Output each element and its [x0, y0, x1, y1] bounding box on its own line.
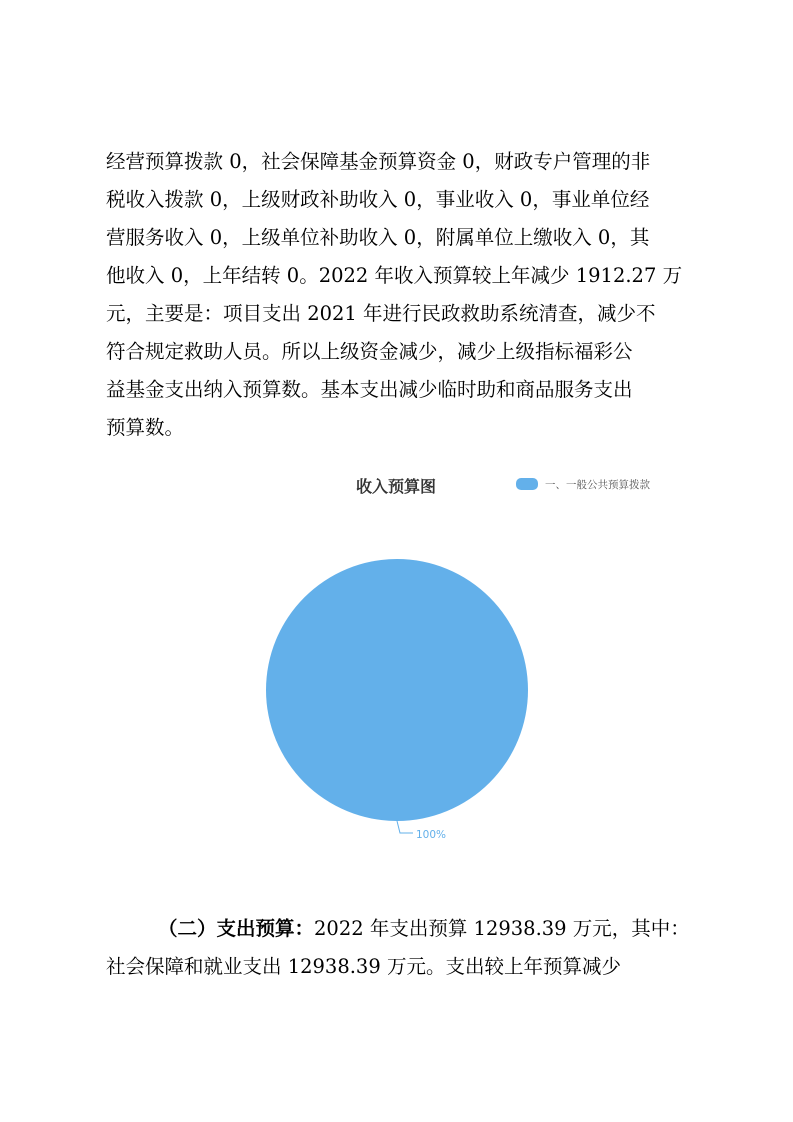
data-label-leader-line: [397, 821, 413, 833]
paragraph-line: 元，主要是：项目支出 2021 年进行民政救助系统清查，减少不: [106, 302, 656, 325]
paragraph-line: 税收入拨款 0，上级财政补助收入 0，事业收入 0，事业单位经: [106, 188, 650, 211]
legend-label: 一、一般公共预算拨款: [545, 479, 650, 491]
section-heading: （二）支出预算：: [158, 917, 315, 940]
paragraph-line: 预算数。: [106, 416, 185, 439]
pie-slices: [266, 559, 528, 821]
expenditure-line-2: 社会保障和就业支出 12938.39 万元。支出较上年预算减少: [106, 955, 621, 978]
paragraph-line: 符合规定救助人员。所以上级资金减少，减少上级指标福彩公: [106, 340, 633, 363]
paragraph-line: 他收入 0，上年结转 0。2022 年收入预算较上年减少 1912.27 万: [106, 264, 683, 287]
pie-slice: [266, 559, 528, 821]
slice-label: 100%: [416, 829, 447, 841]
paragraph-line: 益基金支出纳入预算数。基本支出减少临时助和商品服务支出: [106, 378, 633, 401]
paragraph-line: 经营预算拨款 0，社会保障基金预算资金 0，财政专户管理的非: [106, 150, 651, 173]
legend-swatch: [516, 478, 538, 490]
expenditure-line-1: [158, 913, 690, 941]
paragraph-line: 营服务收入 0，上级单位补助收入 0，附属单位上缴收入 0，其: [106, 226, 650, 249]
chart-title: 收入预算图: [355, 477, 437, 496]
expenditure-text: 2022 年支出预算 12938.39 万元，其中：: [314, 917, 690, 940]
income-budget-pie-chart: [200, 466, 700, 856]
